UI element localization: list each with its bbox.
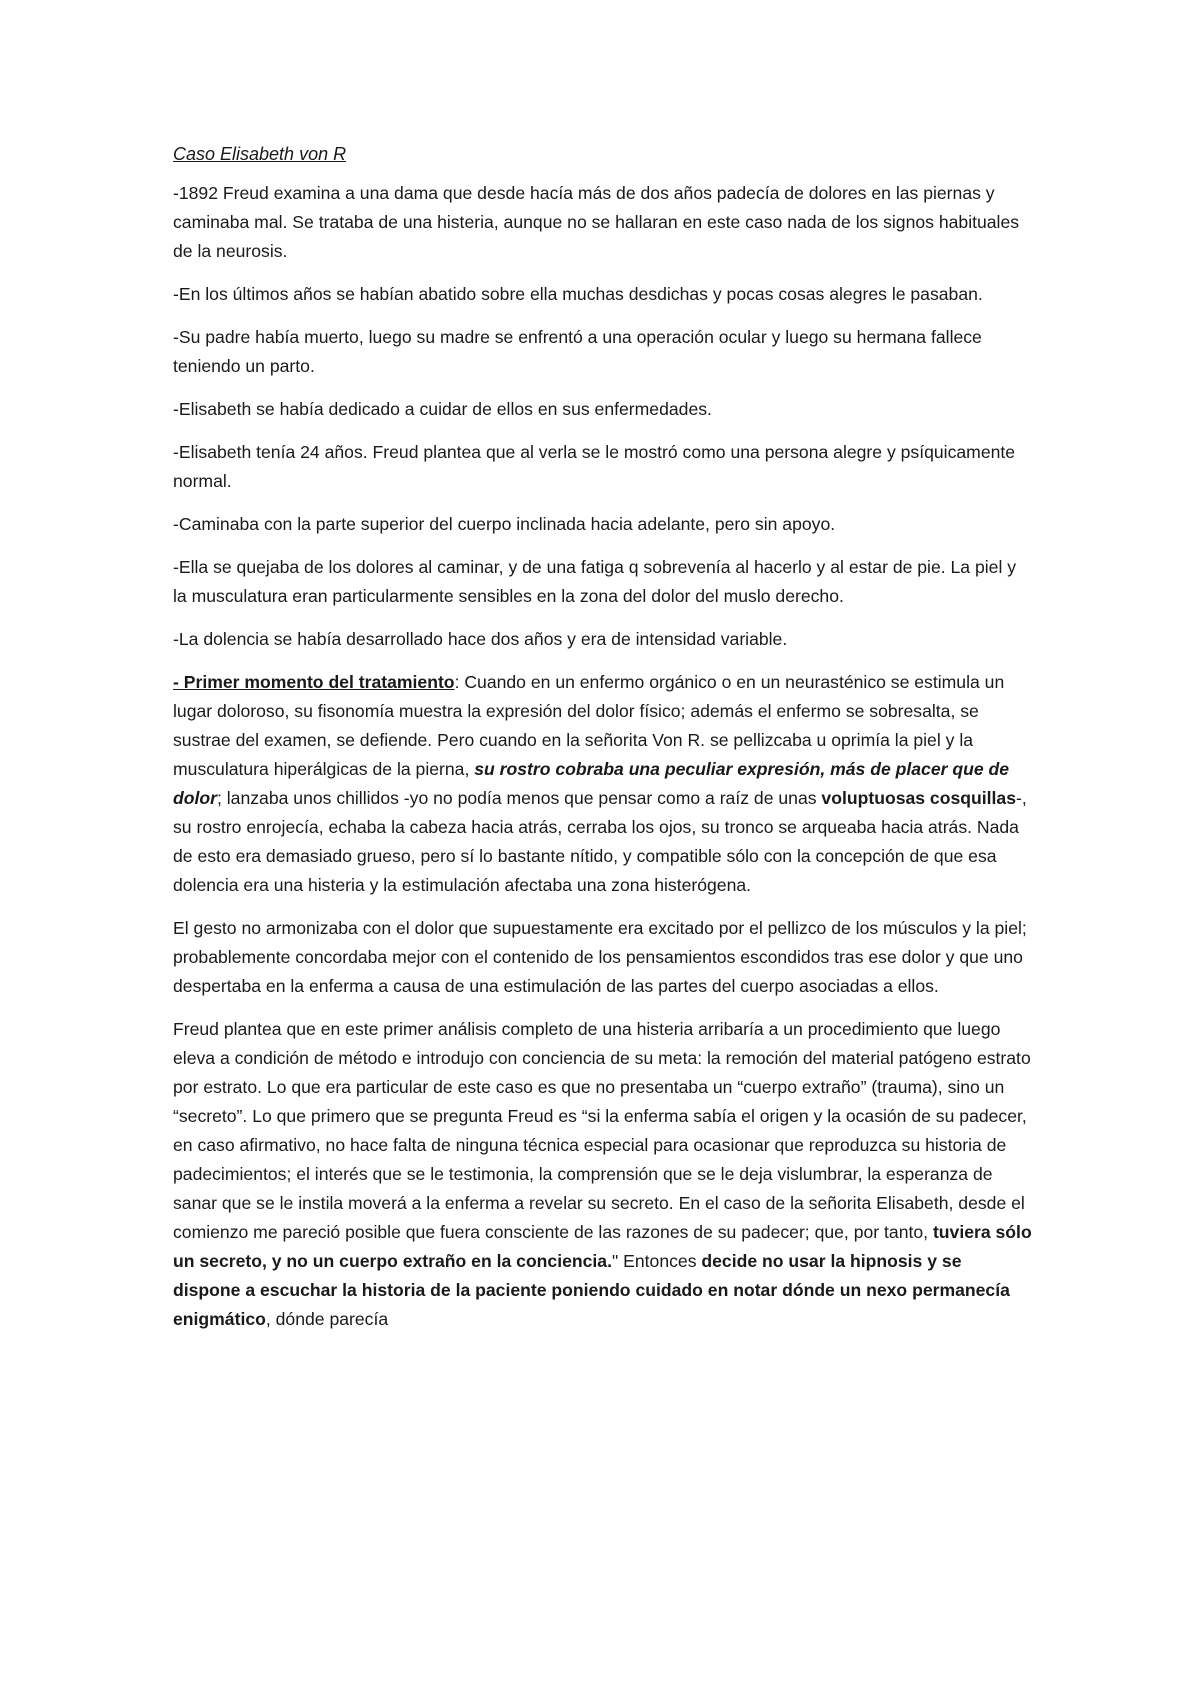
- paragraph-8: -La dolencia se había desarrollado hace dos años y era de intensidad variable.: [173, 629, 788, 649]
- paragraph-6: -Caminaba con la parte superior del cuerpo inclinada hacia adelante, pero sin apoyo.: [173, 514, 836, 534]
- p9-emphasis-2: voluptuosas cosquillas: [821, 788, 1016, 808]
- document-page: [173, 140, 1033, 1348]
- paragraph-4: -Elisabeth se había dedicado a cuidar de ellos en sus enfermedades.: [173, 399, 712, 419]
- document-title: Caso Elisabeth von R: [173, 144, 347, 164]
- p9-text-2: ; lanzaba unos chillidos -yo no podía menos que pensar como a raíz de unas: [216, 788, 822, 808]
- p9-emphasis-1: su rostro cobraba una peculiar expresión, más de placer que de dolor: [173, 759, 1010, 808]
- paragraph-5: -Elisabeth tenía 24 años. Freud plantea que al verla se le mostró como una persona alegre y psíquicamente normal.: [173, 442, 1016, 491]
- p9-text-3: -, su rostro enrojecía, echaba la cabeza hacia atrás, cerraba los ojos, su tronco se arqueaba hacia atrás. Nada de esto era demasiado grueso, pero sí lo bastante nítido, y compatible sólo con la concepción de que esa dolencia era una histeria y la estimulación afectaba una zona histerógena.: [173, 788, 1027, 895]
- paragraph-3: -Su padre había muerto, luego su madre se enfrentó a una operación ocular y luego su hermana fallece teniendo un parto.: [173, 327, 982, 376]
- paragraph-2: -En los últimos años se habían abatido sobre ella muchas desdichas y pocas cosas alegres le pasaban.: [173, 284, 983, 304]
- paragraph-11: [173, 1015, 1033, 1334]
- paragraph-7: -Ella se quejaba de los dolores al caminar, y de una fatiga q sobrevenía al hacerlo y al estar de pie. La piel y la musculatura eran particularmente sensibles en la zona del dolor del muslo derecho.: [173, 557, 1017, 606]
- p11-text-2: " Entonces: [612, 1251, 702, 1271]
- p11-bold-1: tuviera sólo un secreto, y no un cuerpo extraño en la conciencia.: [173, 1222, 1032, 1271]
- paragraph-10: El gesto no armonizaba con el dolor que supuestamente era excitado por el pellizco de los músculos y la piel; probablemente concordaba mejor con el contenido de los pensamientos escondidos tras ese dolor y que uno despertaba en la enferma a causa de una estimulación de las partes del cuerpo asociadas a ellos.: [173, 918, 1027, 996]
- p11-text-1: Freud plantea que en este primer análisis completo de una histeria arribaría a un procedimiento que luego eleva a condición de método e introdujo con conciencia de su meta: la remoción del material patógeno estrato por estrato. Lo que era particular de este caso es que no presentaba un “cuerpo extraño” (trauma), sino un “secreto”. Lo que primero que se pregunta Freud es “si la enferma sabía el origen y la ocasión de su padecer, en caso afirmativo, no hace falta de ninguna técnica especial para ocasionar que reproduzca su historia de padecimientos; el interés que se le testimonia, la comprensión que se le deja vislumbrar, la esperanza de sanar que se le instila moverá a la enferma a revelar su secreto. En el caso de la señorita Elisabeth, desde el comienzo me pareció posible que fuera consciente de las razones de su padecer; que, por tanto,: [173, 1019, 1031, 1242]
- p11-text-3: , dónde parecía: [265, 1309, 389, 1329]
- p11-bold-2: decide no usar la hipnosis y se dispone a escuchar la historia de la paciente poniendo cuidado en notar dónde un nexo permanecía enigmático: [173, 1251, 1010, 1329]
- paragraph-9: [173, 668, 1033, 900]
- p9-text-1: : Cuando en un enfermo orgánico o en un neurasténico se estimula un lugar doloroso, su fisonomía muestra la expresión del dolor físico; además el enfermo se sobresalta, se sustrae del examen, se defiende. Pero cuando en la señorita Von R. se pellizcaba u oprimía la piel y la musculatura hiperálgicas de la pierna,: [173, 672, 1005, 779]
- section-heading-primer-momento: - Primer momento del tratamiento: [173, 672, 455, 692]
- paragraph-1: -1892 Freud examina a una dama que desde hacía más de dos años padecía de dolores en las piernas y caminaba mal. Se trataba de una histeria, aunque no se hallaran en este caso nada de los signos habituales de la neurosis.: [173, 183, 1020, 261]
